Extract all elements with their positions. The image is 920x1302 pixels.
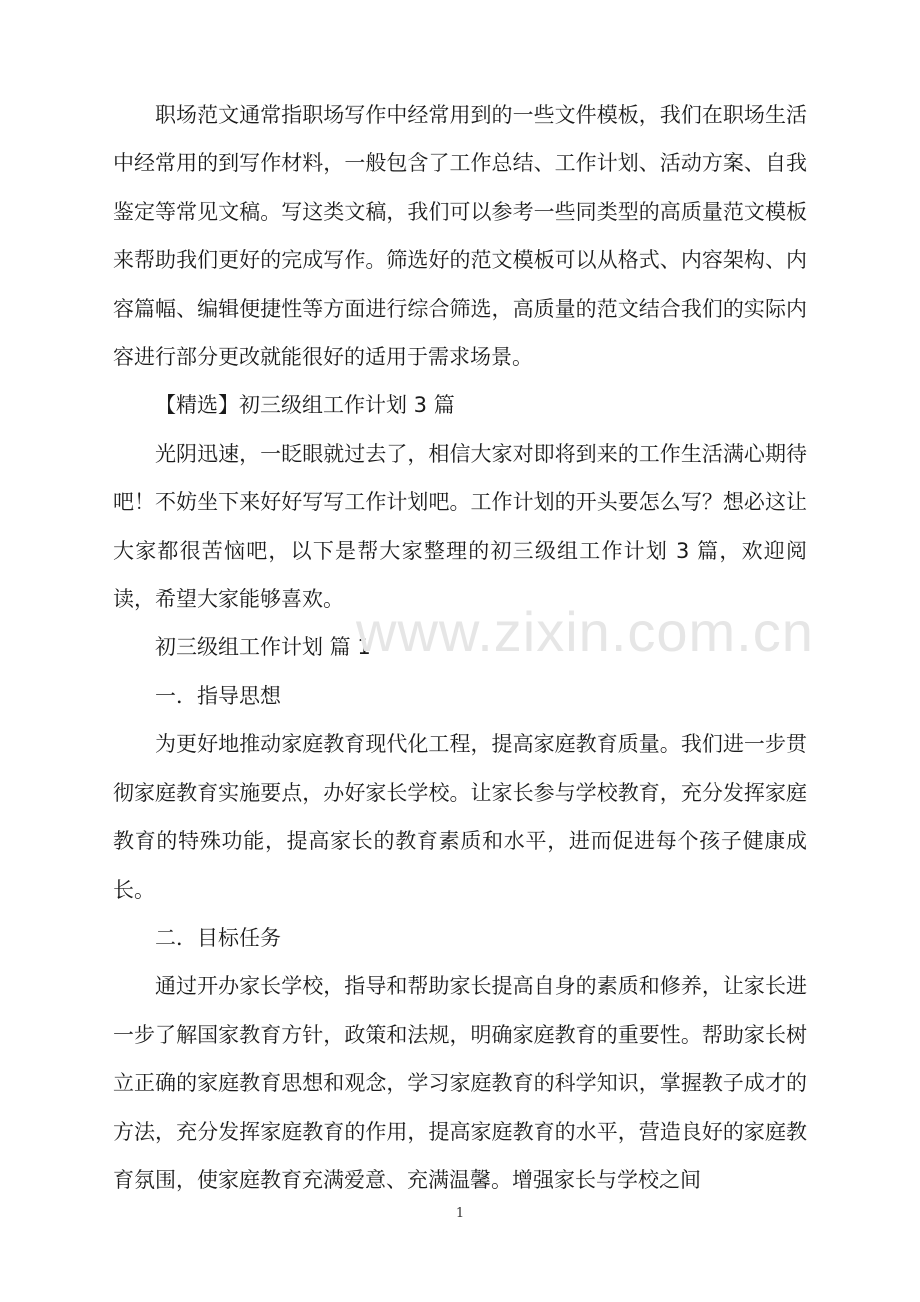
page-number: 1 bbox=[455, 1206, 465, 1221]
section-body-guiding-thought: 为更好地推动家庭教育现代化工程，提高家庭教育质量。我们进一步贯彻家庭教育实施要点，办好家长学校。让家长参与学校教育，充分发挥家庭教育的特殊功能，提高家长的教育素质和水平，进而促进每个孩子健康成长。 bbox=[113, 732, 807, 902]
section-body-goals: 通过开办家长学校，指导和帮助家长提高自身的素质和修养，让家长进一步了解国家教育方针，政策和法规，明确家庭教育的重要性。帮助家长树立正确的家庭教育思想和观念，学习家庭教育的科学知识，掌握教子成才的方法，充分发挥家庭教育的作用，提高家庭教育的水平，营造良好的家庭教育氛围，使家庭教育充满爱意、充满温馨。增强家长与学校之间 bbox=[113, 974, 807, 1192]
section-heading-guiding-thought: 一．指导思想 bbox=[155, 683, 281, 708]
section-heading-goals: 二．目标任务 bbox=[155, 925, 281, 950]
document-body bbox=[113, 91, 807, 1204]
intro-paragraph: 职场范文通常指职场写作中经常用到的一些文件模板，我们在职场生活中经常用的到写作材料，一般包含了工作总结、工作计划、活动方案、自我鉴定等常见文稿。写这类文稿，我们可以参考一些同类型的高质量范文模板来帮助我们更好的完成写作。筛选好的范文模板可以从格式、内容架构、内容篇幅、编辑便捷性等方面进行综合筛选，高质量的范文结合我们的实际内容进行部分更改就能很好的适用于需求场景。 bbox=[113, 103, 807, 370]
article-heading: 初三级组工作计划 篇 1 bbox=[155, 635, 371, 660]
watermark: www.zixin.com.cn bbox=[356, 600, 814, 663]
preface-paragraph: 光阴迅速，一眨眼就过去了，相信大家对即将到来的工作生活满心期待吧！不妨坐下来好好写写工作计划吧。工作计划的开头要怎么写？想必这让大家都很苦恼吧，以下是帮大家整理的初三级组工作计划 3 篇，欢迎阅读，希望大家能够喜欢。 bbox=[113, 441, 807, 612]
document-title: 【精选】初三级组工作计划 3 篇 bbox=[155, 393, 455, 418]
